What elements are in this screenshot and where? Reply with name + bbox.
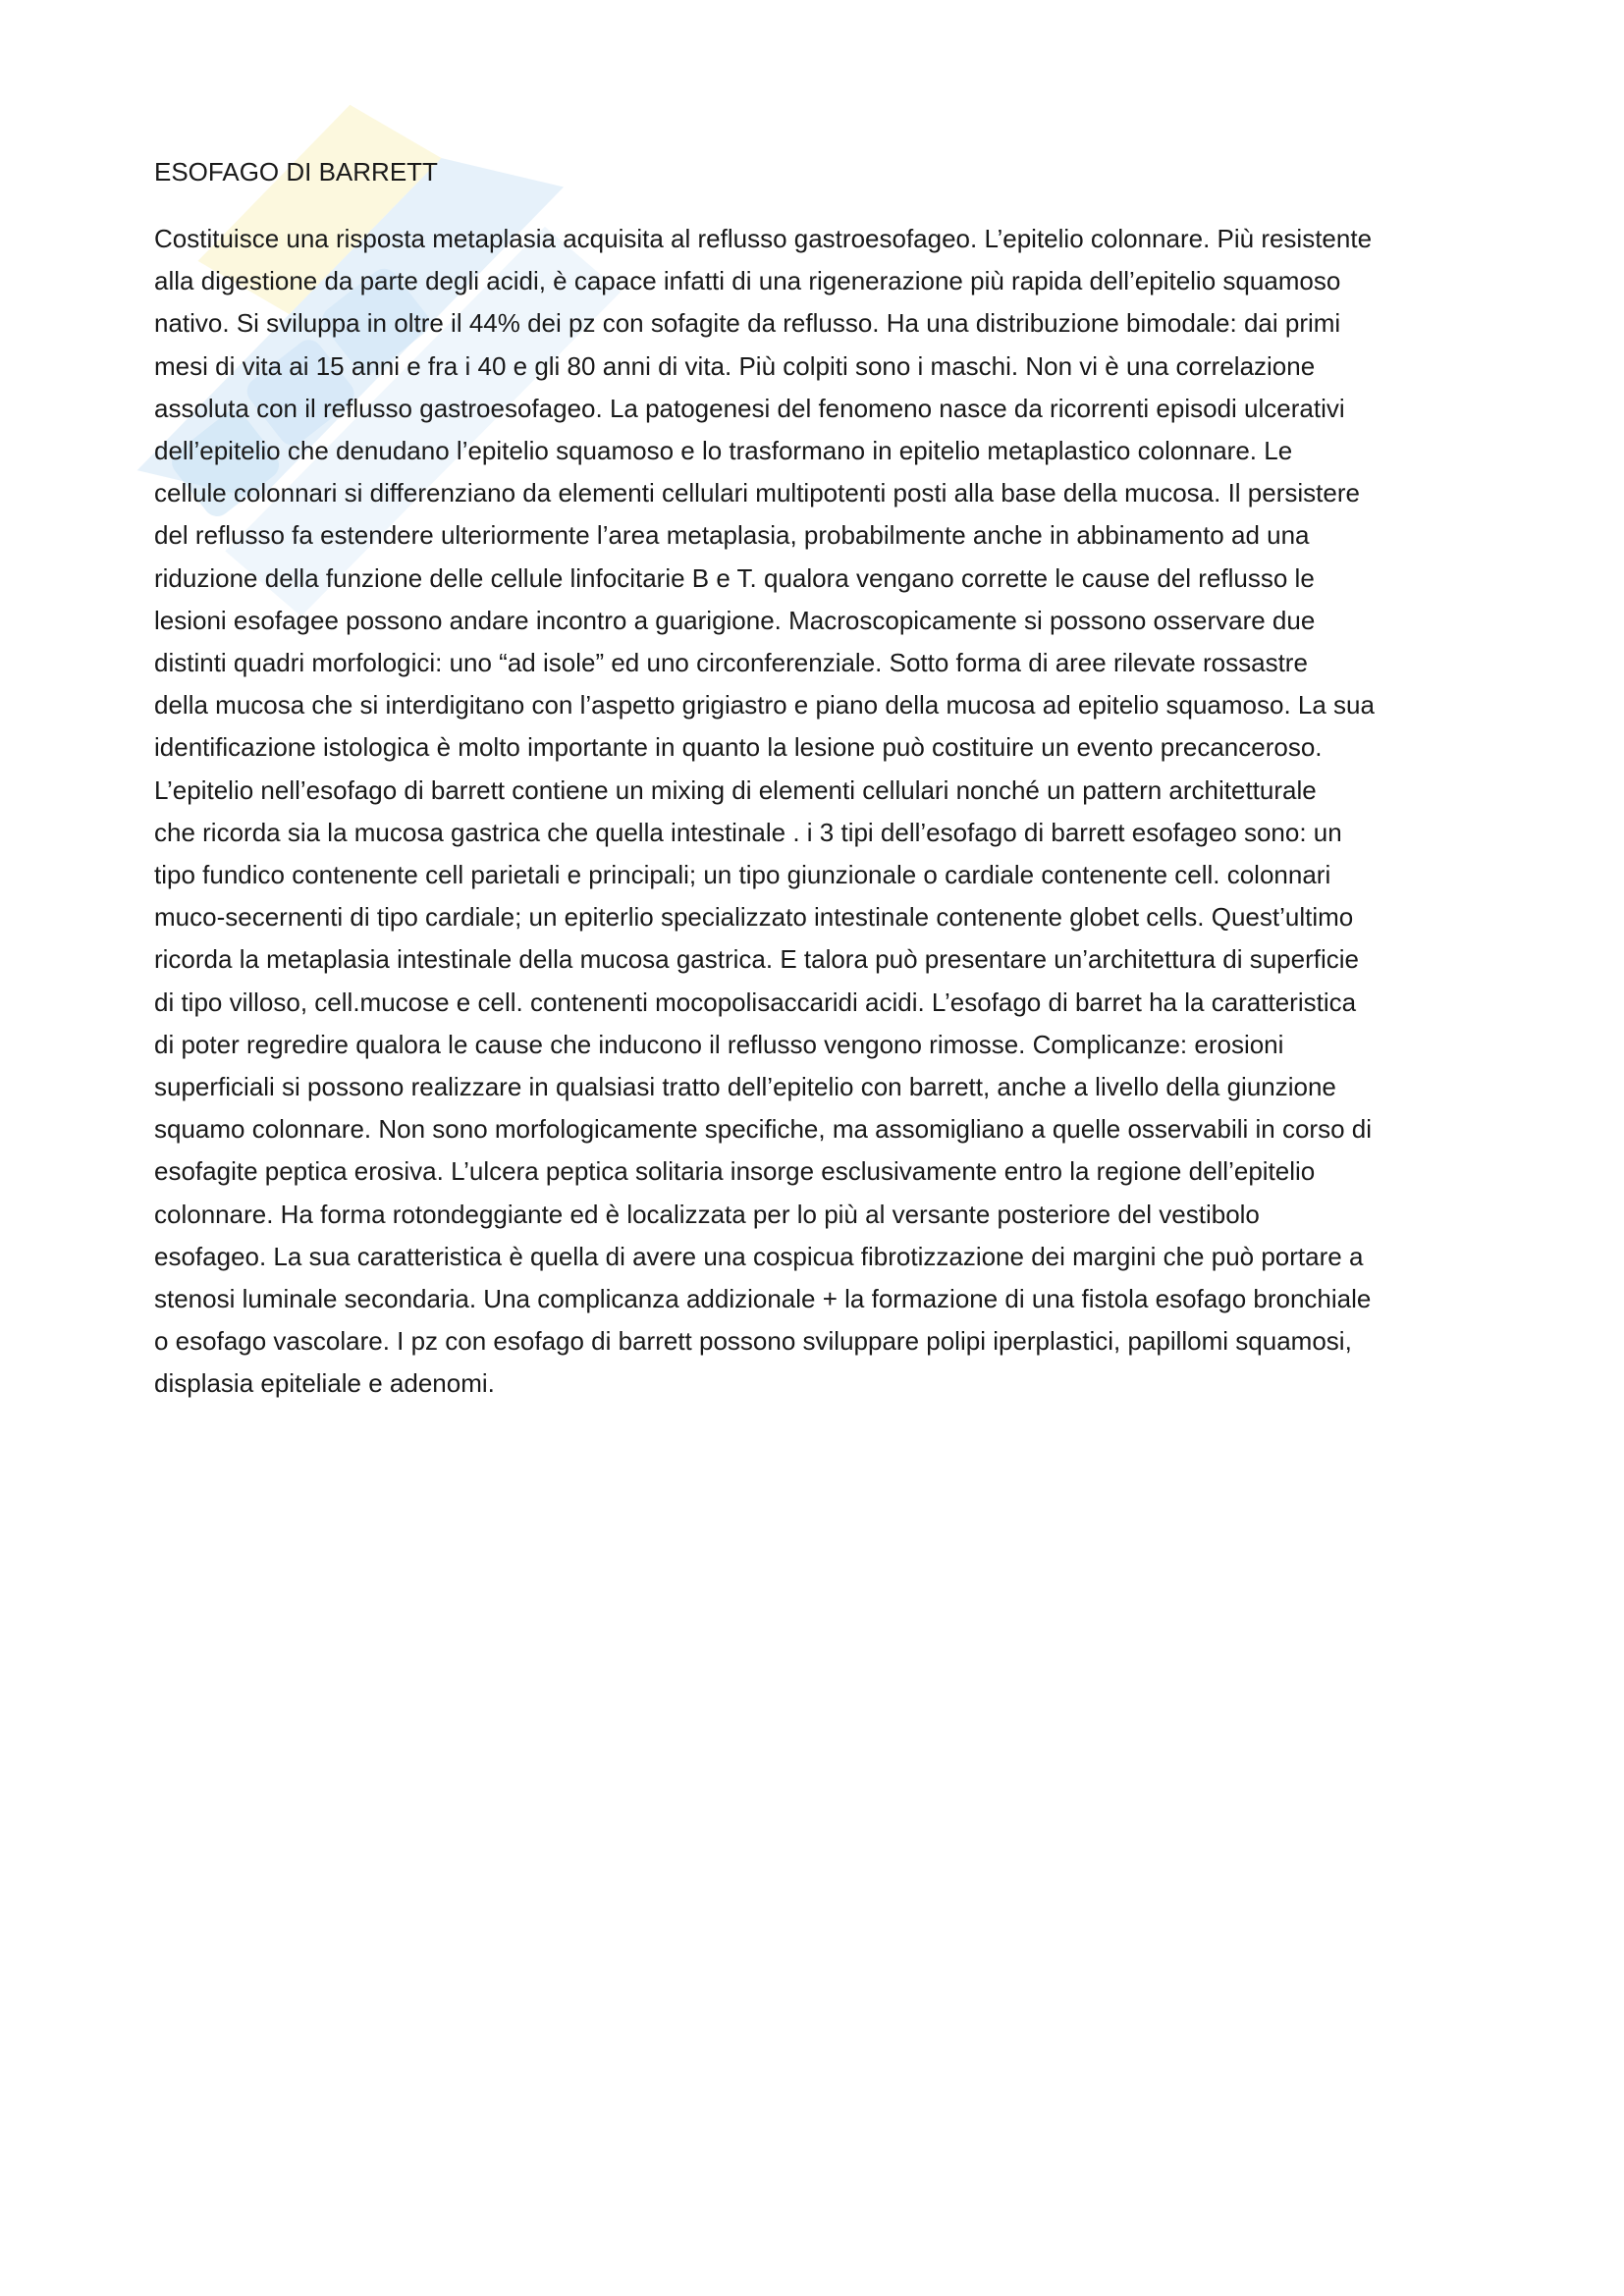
- paragraph-line: superficiali si possono realizzare in qualsiasi tratto dell’epitelio con barrett, anche a livello della giunzione: [154, 1072, 1336, 1102]
- paragraph-line: ricorda la metaplasia intestinale della mucosa gastrica. E talora può presentare un’architettura di superficie: [154, 944, 1359, 975]
- document-body: [154, 155, 1480, 1406]
- paragraph-line: che ricorda sia la mucosa gastrica che quella intestinale . i 3 tipi dell’esofago di barrett esofageo sono: un: [154, 817, 1342, 847]
- paragraph-line: dell’epitelio che denudano l’epitelio squamoso e lo trasformano in epitelio metaplastico colonnare. Le: [154, 436, 1293, 466]
- paragraph-line: del reflusso fa estendere ulteriormente l’area metaplasia, probabilmente anche in abbinamento ad una: [154, 520, 1310, 551]
- paragraph-line: colonnare. Ha forma rotondeggiante ed è localizzata per lo più al versante posteriore del vestibolo: [154, 1199, 1260, 1229]
- paragraph-line: esofageo. La sua caratteristica è quella di avere una cospicua fibrotizzazione dei margini che può portare a: [154, 1241, 1364, 1271]
- paragraph-line: nativo. Si sviluppa in oltre il 44% dei pz con sofagite da reflusso. Ha una distribuzione bimodale: dai primi: [154, 308, 1341, 339]
- paragraph-line: assoluta con il reflusso gastroesofageo. La patogenesi del fenomeno nasce da ricorrenti episodi ulcerativi: [154, 393, 1345, 423]
- paragraph-line: muco-secernenti di tipo cardiale; un epiterlio specializzato intestinale contenente globet cells. Quest’ultimo: [154, 902, 1354, 933]
- paragraph-line: identificazione istologica è molto importante in quanto la lesione può costituire un evento precanceroso.: [154, 732, 1323, 763]
- paragraph-line: tipo fundico contenente cell parietali e principali; un tipo giunzionale o cardiale contenente cell. colonnari: [154, 860, 1331, 890]
- document-title: ESOFAGO DI BARRETT: [154, 157, 438, 187]
- paragraph-line: squamo colonnare. Non sono morfologicamente specifiche, ma assomigliano a quelle osservabili in corso di: [154, 1114, 1372, 1145]
- paragraph-line: mesi di vita ai 15 anni e fra i 40 e gli 80 anni di vita. Più colpiti sono i maschi. Non vi è una correlazione: [154, 350, 1316, 381]
- paragraph-line: o esofago vascolare. I pz con esofago di barrett possono sviluppare polipi iperplastici, papillomi squamosi,: [154, 1326, 1352, 1357]
- paragraph-line: della mucosa che si interdigitano con l’aspetto grigiastro e piano della mucosa ad epitelio squamoso. La sua: [154, 690, 1375, 721]
- paragraph-line: lesioni esofagee possono andare incontro a guarigione. Macroscopicamente si possono osservare due: [154, 605, 1316, 635]
- paragraph-line: alla digestione da parte degli acidi, è capace infatti di una rigenerazione più rapida dell’epitelio squamoso: [154, 266, 1341, 296]
- paragraph-line: stenosi luminale secondaria. Una complicanza addizionale + la formazione di una fistola esofago bronchiale: [154, 1284, 1372, 1314]
- paragraph-line: Costituisce una risposta metaplasia acquisita al reflusso gastroesofageo. L’epitelio colonnare. Più resistente: [154, 224, 1373, 253]
- paragraph-line: esofagite peptica erosiva. L’ulcera peptica solitaria insorge esclusivamente entro la regione dell’epitelio: [154, 1156, 1316, 1187]
- paragraph-line: di tipo villoso, cell.mucose e cell. contenenti mocopolisaccaridi acidi. L’esofago di barret ha la caratteristica: [154, 987, 1357, 1017]
- paragraph-line: cellule colonnari si differenziano da elementi cellulari multipotenti posti alla base della mucosa. Il persistere: [154, 478, 1360, 508]
- document-paragraph: [154, 218, 1480, 1406]
- paragraph-line: displasia epiteliale e adenomi.: [154, 1368, 495, 1399]
- paragraph-line: distinti quadri morfologici: uno “ad isole” ed uno circonferenziale. Sotto forma di aree rilevate rossastre: [154, 648, 1308, 678]
- paragraph-line: riduzione della funzione delle cellule linfocitarie B e T. qualora vengano corrette le cause del reflusso le: [154, 562, 1315, 593]
- paragraph-line: di poter regredire qualora le cause che inducono il reflusso vengono rimosse. Complicanze: erosioni: [154, 1029, 1284, 1059]
- paragraph-line: L’epitelio nell’esofago di barrett contiene un mixing di elementi cellulari nonché un pattern architetturale: [154, 774, 1317, 805]
